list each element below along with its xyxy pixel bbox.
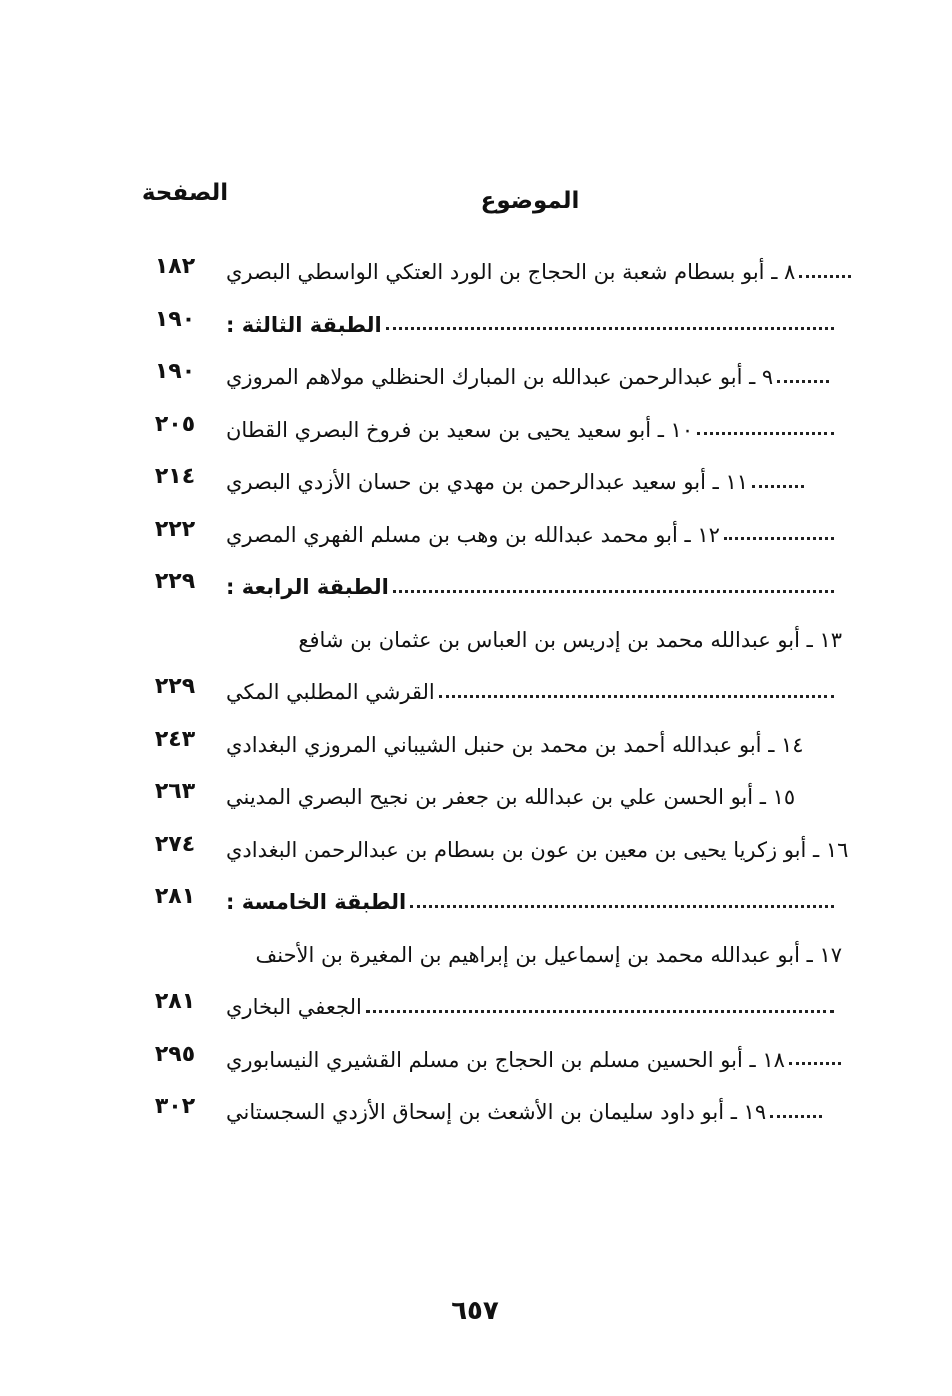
- entry-title: ١٨ ـ أبو الحسين مسلم بن الحجاج بن مسلم القشيري النيسابوري: [226, 1047, 785, 1072]
- toc-entry: [130, 246, 842, 299]
- toc-section-heading: [130, 876, 842, 929]
- leader-dots: [393, 590, 834, 593]
- leader-dots: [789, 1062, 841, 1065]
- toc-section-heading: [130, 299, 842, 352]
- entry-line: [226, 418, 842, 442]
- entry-line: [226, 313, 842, 337]
- entry-page-number: ٢٩٥: [154, 1041, 196, 1067]
- entry-page-number: ٢٨١: [154, 884, 196, 909]
- toc-entry: [130, 509, 842, 562]
- entry-title: ١١ ـ أبو سعيد عبدالرحمن بن مهدي بن حسان الأزدي البصري: [226, 470, 749, 494]
- entry-page-number: ٢٠٥: [154, 411, 196, 437]
- entry-title: ١٠ ـ أبو سعيد يحيى بن سعيد بن فروخ البصري القطان: [226, 417, 694, 442]
- toc-entry: [130, 351, 842, 404]
- section-title: الطبقة الثالثة :: [226, 312, 382, 337]
- entry-line: [226, 1100, 842, 1124]
- leader-dots: [752, 485, 804, 488]
- entry-page-number: ١٩٠: [154, 359, 196, 384]
- entry-page-number: ٢٤٣: [154, 726, 196, 752]
- entry-page-number: ١٨٢: [154, 254, 196, 279]
- leader-dots: [410, 905, 834, 908]
- page-folio-number: ٦٥٧: [451, 1296, 499, 1326]
- entry-page-number: ٢٧٤: [154, 831, 196, 857]
- entry-line: [226, 1048, 842, 1072]
- toc-entry-continuation: [130, 666, 842, 719]
- toc-list: [130, 246, 849, 1139]
- leader-dots: [770, 1115, 822, 1118]
- toc-entry: [130, 824, 849, 877]
- entry-title: ١٩ ـ أبو داود سليمان بن الأشعث بن إسحاق الأزدي السجستاني: [226, 1100, 767, 1124]
- toc-entry: [130, 719, 842, 772]
- entry-page-number: ٢٢٢: [154, 516, 196, 542]
- toc-entry: [130, 1034, 842, 1087]
- entry-title: ١٤ ـ أبو عبدالله أحمد بن محمد بن حنبل الشيباني المروزي البغدادي: [226, 732, 804, 757]
- entry-line: [226, 890, 842, 914]
- entry-line: [226, 470, 842, 494]
- entry-title: ١٣ ـ أبو عبدالله محمد بن إدريس بن العباس بن عثمان بن شافع: [298, 627, 842, 652]
- entry-line: [226, 575, 842, 599]
- entry-page-number: ٢٦٣: [154, 779, 196, 804]
- entry-page-number: ٢٢٩: [154, 674, 196, 699]
- entry-title: ١٥ ـ أبو الحسن علي بن عبدالله بن جعفر بن نجيح البصري المديني: [226, 785, 796, 809]
- entry-page-number: ٢٨١: [154, 989, 196, 1014]
- toc-section-heading: [130, 561, 842, 614]
- entry-title-continuation: القرشي المطلبي المكي: [226, 680, 435, 704]
- entry-line: [226, 680, 842, 704]
- entry-line: [226, 995, 842, 1019]
- toc-entry: [130, 456, 842, 509]
- entry-title: ٩ ـ أبو عبدالرحمن عبدالله بن المبارك الحنظلي مولاهم المروزي: [226, 365, 774, 389]
- entry-line: [226, 365, 842, 389]
- entry-page-number: ٢١٤: [154, 464, 196, 489]
- leader-dots: [386, 327, 834, 330]
- toc-entry: [130, 771, 842, 824]
- leader-dots: [697, 432, 834, 435]
- entry-line: [226, 837, 849, 862]
- entry-title-continuation: الجعفي البخاري: [226, 995, 362, 1019]
- toc-entry: [130, 929, 842, 982]
- leader-dots: [366, 1010, 834, 1013]
- page-column-header: الصفحة: [141, 180, 229, 206]
- entry-title: ١٢ ـ أبو محمد عبدالله بن وهب بن مسلم الفهري المصري: [226, 522, 720, 547]
- entry-line: [226, 785, 842, 809]
- toc-entry-continuation: [130, 981, 842, 1034]
- entry-title: ١٧ ـ أبو عبدالله محمد بن إسماعيل بن إبراهيم بن المغيرة بن الأحنف: [255, 942, 842, 967]
- entry-page-number: ٢٢٩: [154, 569, 196, 594]
- entry-page-number: ٣٠٢: [154, 1094, 196, 1119]
- entry-line: [226, 733, 842, 757]
- toc-entry: [130, 1086, 842, 1139]
- entry-page-number: ١٩٠: [154, 306, 196, 332]
- leader-dots: [799, 275, 851, 278]
- leader-dots: [724, 537, 834, 540]
- leader-dots: [777, 380, 829, 383]
- leader-dots: [439, 695, 834, 698]
- section-title: الطبقة الخامسة :: [226, 890, 407, 914]
- entry-line: [226, 260, 842, 284]
- toc-entry: [130, 614, 842, 667]
- entry-title: ١٦ ـ أبو زكريا يحيى بن معين بن عون بن بسطام بن عبدالرحمن البغدادي: [226, 837, 849, 862]
- toc-entry: [130, 404, 842, 457]
- entry-title: ٨ ـ أبو بسطام شعبة بن الحجاج بن الورد العتكي الواسطي البصري: [226, 260, 796, 284]
- section-title: الطبقة الرابعة :: [226, 575, 389, 599]
- entry-line: [226, 523, 842, 547]
- topic-column-header: الموضوع: [480, 188, 580, 214]
